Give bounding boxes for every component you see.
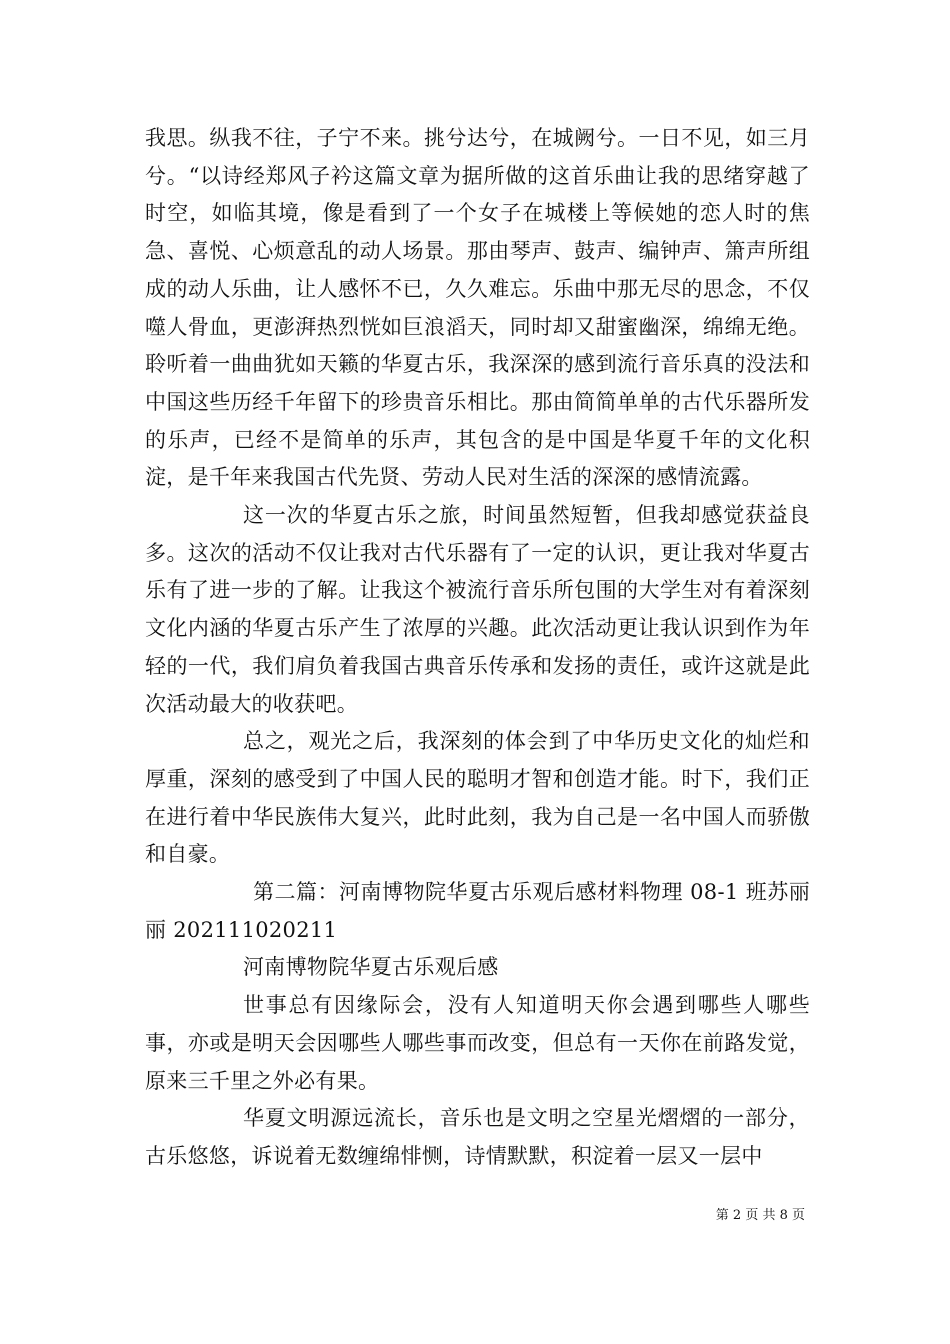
paragraph-fate: 世事总有因缘际会，没有人知道明天你会遇到哪些人哪些事，亦或是明天会因哪些人哪些事而改变，但总有一天你在前路发觉，原来三千里之外必有果。 xyxy=(145,993,810,1093)
article-title: 河南博物院华夏古乐观后感 xyxy=(243,955,499,980)
page-number-footer: 第 2 页 共 8 页 xyxy=(715,1208,805,1223)
paragraph-trip-gains: 这一次的华夏古乐之旅，时间虽然短暂，但我却感觉获益良多。这次的活动不仅让我对古代乐器有了一定的认识，更让我对华夏古乐有了进一步的了解。让我这个被流行音乐所包围的大学生对有着深刻文化内涵的华夏古乐产生了浓厚的兴趣。此次活动更让我认识到作为年轻的一代，我们肩负着我国古典音乐传承和发扬的责任，或许这就是此次活动最大的收获吧。 xyxy=(145,503,810,716)
paragraph-conclusion: 总之，观光之后，我深刻的体会到了中华历史文化的灿烂和厚重，深刻的感受到了中国人民的聪明才智和创造才能。时下，我们正在进行着中华民族伟大复兴，此时此刻，我为自己是一名中国人而骄傲和自豪。 xyxy=(145,729,810,867)
body-text xyxy=(145,120,810,1176)
section-heading-second-article: 第二篇：河南博物院华夏古乐观后感材料物理 08-1 班苏丽丽 202111020211 xyxy=(145,880,810,942)
paragraph-poem-reflection: 我思。纵我不往，子宁不来。挑兮达兮，在城阙兮。一日不见，如三月兮。“以诗经郑风子衿这篇文章为据所做的这首乐曲让我的思绪穿越了时空，如临其境，像是看到了一个女子在城楼上等候她的恋人时的焦急、喜悦、心烦意乱的动人场景。那由琴声、鼓声、编钟声、箫声所组成的动人乐曲，让人感怀不已，久久难忘。乐曲中那无尽的思念，不仅噬人骨血，更澎湃热烈恍如巨浪滔天，同时却又甜蜜幽深，绵绵无绝。聆听着一曲曲犹如天籁的华夏古乐，我深深的感到流行音乐真的没法和中国这些历经千年留下的珍贵音乐相比。那由简简单单的古代乐器所发的乐声，已经不是简单的乐声，其包含的是中国是华夏千年的文化积淀，是千年来我国古代先贤、劳动人民对生活的深深的感情流露。 xyxy=(145,126,810,490)
paragraph-civilization: 华夏文明源远流长，音乐也是文明之空星光熠熠的一部分，古乐悠悠，诉说着无数缠绵悱恻，诗情默默，积淀着一层又一层中 xyxy=(145,1106,810,1168)
